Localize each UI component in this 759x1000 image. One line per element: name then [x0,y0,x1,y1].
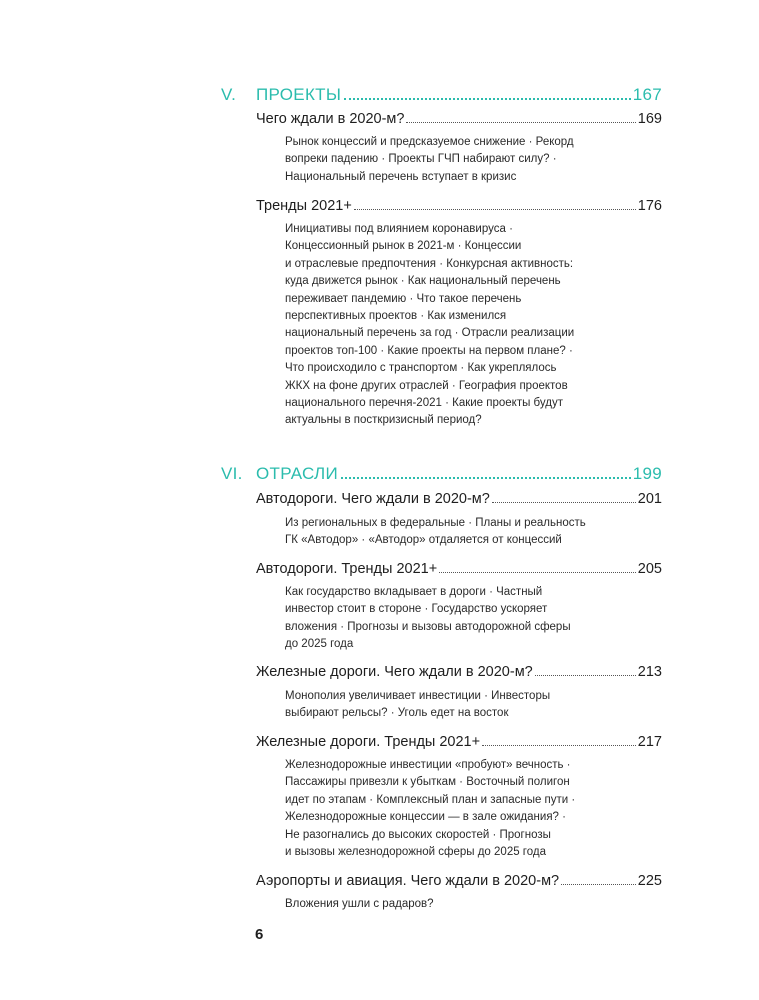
description-line: перспективных проектов · Как изменился [285,310,507,323]
description-line: Национальный перечень вступает в кризис [285,170,517,183]
description-line: Из региональных в федеральные · Планы и реальность [285,517,586,529]
description-line: Что происходило с транспортом · Как укреплялось [285,362,557,375]
dot-leader [341,477,631,479]
description-line: Монополия увеличивает инвестиции · Инвесторы [285,690,551,702]
chapter-page: 213 [637,664,662,680]
chapter-description [285,757,605,861]
part-number: VI. [221,464,243,483]
dot-leader [561,884,636,885]
chapter-page: 225 [637,873,662,889]
description-line: и вызовы железнодорожной сферы до 2025 года [285,846,546,859]
description-line: Пассажиры привезли к убыткам · Восточный полигон [285,776,570,789]
part-title: ОТРАСЛИ [256,464,338,483]
description-line: до 2025 года [285,638,354,651]
description-line: национального перечня-2021 · Какие проекты будут [285,397,563,410]
description-line: ГК «Автодор» · «Автодор» отдаляется от концессий [285,534,562,547]
description-line: актуальны в посткризисный период? [285,414,482,427]
description-line: Железнодорожные инвестиции «пробуют» вечность · [285,759,571,771]
chapter-description [285,688,605,723]
chapter-entry[interactable] [256,873,662,895]
description-line: куда движется рынок · Как национальный перечень [285,275,561,288]
dot-leader [406,122,635,123]
description-line: проектов топ-100 · Какие проекты на первом плане? · [285,344,573,357]
chapter-title: Автодороги. Чего ждали в 2020-м? [256,491,490,507]
dot-leader [344,98,631,100]
description-line: Не разогнались до высоких скоростей · Прогнозы [285,828,551,841]
description-line: национальный перечень за год · Отрасли реализации [285,327,575,340]
dot-leader [482,745,636,746]
chapter-title: Тренды 2021+ [256,198,352,214]
dot-leader [439,572,636,573]
chapter-title: Аэропорты и авиация. Чего ждали в 2020-м? [256,873,560,889]
chapter-entry[interactable] [256,561,662,583]
dot-leader [354,209,636,210]
chapter-title: Чего ждали в 2020-м? [256,111,405,127]
description-line: Инициативы под влиянием коронавируса · [285,223,513,235]
description-line: инвестор стоит в стороне · Государство ускоряет [285,603,548,616]
chapter-entry[interactable] [256,111,662,133]
chapter-entry[interactable] [256,491,662,513]
chapter-page: 205 [637,561,662,577]
chapter-description [285,515,605,550]
description-line: переживает пандемию · Что такое перечень [285,292,522,305]
part-page: 199 [632,464,662,483]
description-line: ЖКХ на фоне других отраслей · География проектов [285,379,568,392]
chapter-page: 201 [637,491,662,507]
chapter-page: 217 [637,734,662,750]
part-page: 167 [632,85,662,104]
description-line: Рынок концессий и предсказуемое снижение · Рекорд [285,136,574,148]
dot-leader [535,675,636,676]
chapter-entry[interactable] [256,198,662,220]
chapter-description [285,896,605,913]
dot-leader [492,502,636,503]
description-line: Вложения ушли с радаров? [285,898,434,910]
part-heading[interactable] [221,85,662,111]
chapter-description [285,584,605,654]
page-number: 6 [255,926,264,943]
chapter-title: Железные дороги. Тренды 2021+ [256,734,481,750]
chapter-entry[interactable] [256,734,662,756]
chapter-description [285,221,605,430]
description-line: вложения · Прогнозы и вызовы автодорожной сферы [285,620,571,633]
chapter-page: 169 [637,111,662,127]
description-line: Как государство вкладывает в дороги · Частный [285,586,543,598]
description-line: и отраслевые предпочтения · Конкурсная активность: [285,257,574,270]
part-number: V. [221,85,237,104]
chapter-title: Автодороги. Тренды 2021+ [256,561,438,577]
part-title: ПРОЕКТЫ [256,85,342,104]
chapter-title: Железные дороги. Чего ждали в 2020-м? [256,664,533,680]
chapter-entry[interactable] [256,664,662,686]
description-line: выбирают рельсы? · Уголь едет на восток [285,707,509,720]
chapter-description [285,134,605,186]
description-line: Железнодорожные концессии — в зале ожидания? · [285,811,566,824]
description-line: вопреки падению · Проекты ГЧП набирают силу? · [285,153,557,166]
description-line: Концессионный рынок в 2021-м · Концессии [285,240,522,253]
description-line: идет по этапам · Комплексный план и запасные пути · [285,793,576,806]
chapter-page: 176 [637,198,662,214]
part-heading[interactable] [221,464,662,490]
